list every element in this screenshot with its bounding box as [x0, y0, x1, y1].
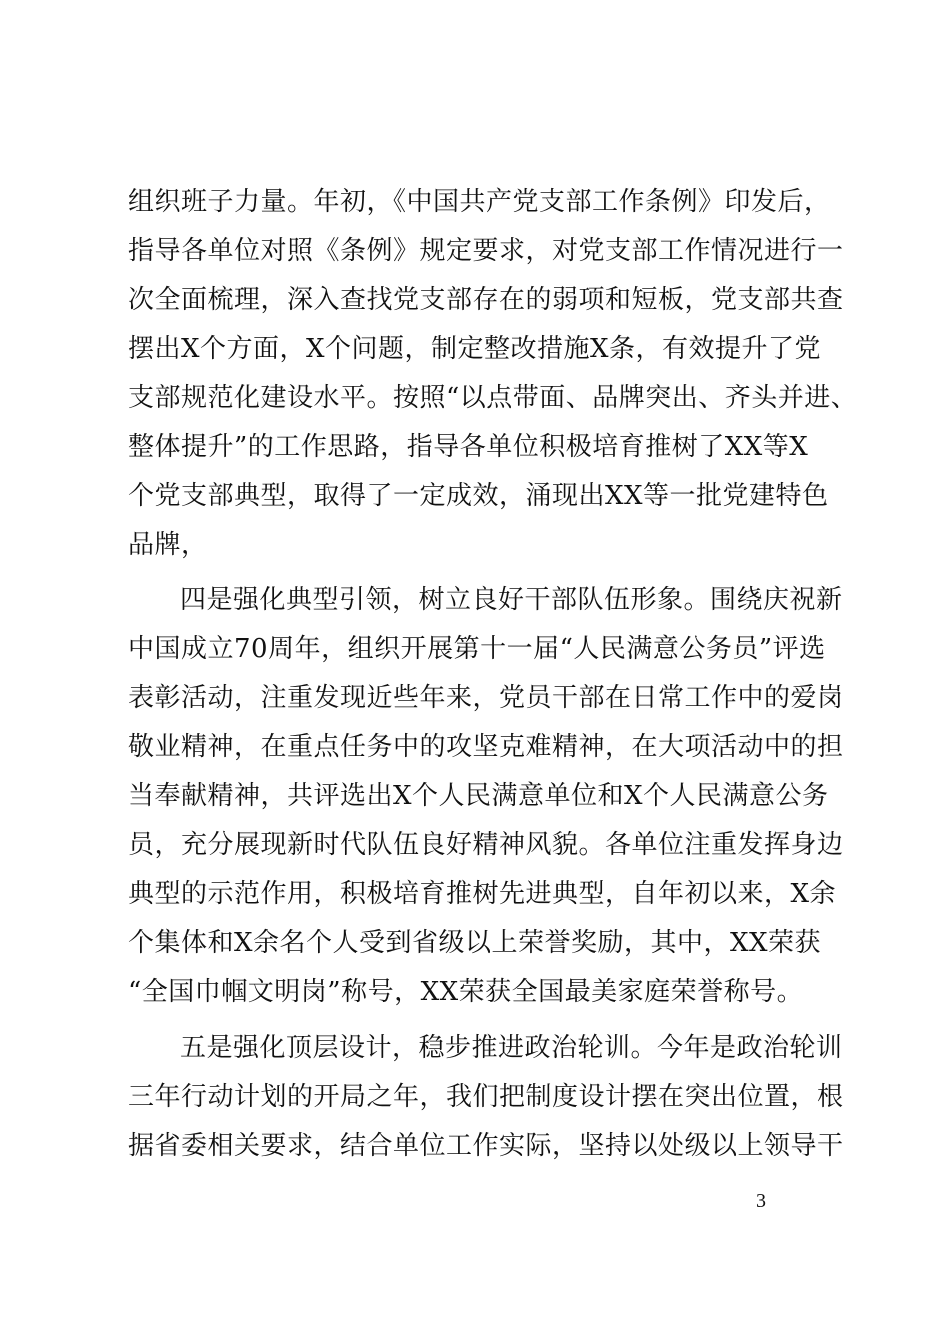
page-number: 3 — [756, 1190, 766, 1212]
text-line: 中国成立70周年，组织开展第十一届“人民满意公务员”评选 — [128, 634, 826, 664]
text-line: 三年行动计划的开局之年，我们把制度设计摆在突出位置，根 — [128, 1082, 844, 1112]
text-line: 敬业精神，在重点任务中的攻坚克难精神，在大项活动中的担 — [128, 732, 844, 762]
text-line: 典型的示范作用，积极培育推树先进典型，自年初以来，X余 — [128, 879, 837, 909]
text-line: 摆出X个方面，X个问题，制定整改措施X条，有效提升了党 — [128, 334, 822, 364]
text-line: 五是强化顶层设计，稳步推进政治轮训。今年是政治轮训 — [180, 1033, 843, 1063]
text-line: 当奉献精神，共评选出X个人民满意单位和X个人民满意公务 — [128, 781, 829, 811]
text-line: 支部规范化建设水平。按照“以点带面、品牌突出、齐头并进、 — [128, 383, 858, 413]
text-line: 四是强化典型引领，树立良好干部队伍形象。围绕庆祝新 — [180, 585, 843, 615]
paragraph-party-branch — [128, 178, 858, 570]
text-line: 据省委相关要求，结合单位工作实际，坚持以处级以上领导干 — [128, 1131, 844, 1161]
text-line: 表彰活动，注重发现近些年来，党员干部在日常工作中的爱岗 — [128, 683, 844, 713]
text-line: 组织班子力量。年初，《中国共产党支部工作条例》印发后， — [128, 187, 831, 217]
text-line: 指导各单位对照《条例》规定要求，对党支部工作情况进行一 — [128, 236, 844, 266]
text-line: 员，充分展现新时代队伍良好精神风貌。各单位注重发挥身边 — [128, 830, 844, 860]
text-line: “全国巾帼文明岗”称号，XX荣获全国最美家庭荣誉称号。 — [128, 977, 804, 1007]
paragraph-top-level-design — [128, 1024, 844, 1171]
text-line: 个党支部典型，取得了一定成效，涌现出XX等一批党建特色 — [128, 481, 829, 511]
text-line: 品牌， — [128, 530, 208, 560]
text-line: 个集体和X余名个人受到省级以上荣誉奖励，其中，XX荣获 — [128, 928, 822, 958]
text-line: 整体提升”的工作思路，指导各单位积极培育推树了XX等X — [128, 432, 809, 462]
paragraph-typical-examples — [128, 576, 844, 1017]
text-line: 次全面梳理，深入查找党支部存在的弱项和短板，党支部共查 — [128, 285, 844, 315]
